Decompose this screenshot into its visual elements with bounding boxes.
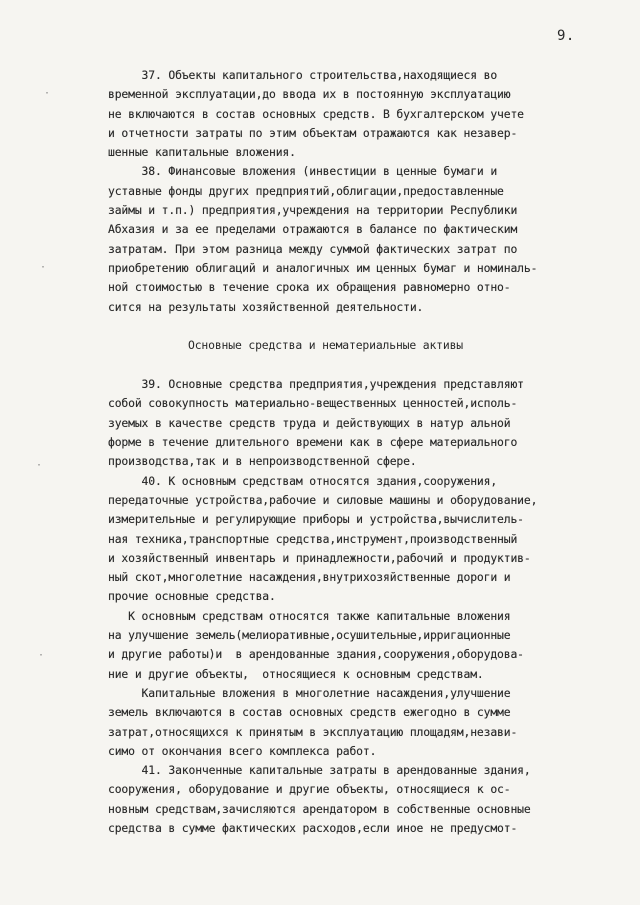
margin-mark: · — [36, 460, 43, 471]
text-line: и отчетности затраты по этим объектам отражаются как незавер- — [108, 125, 518, 140]
text-line: симо от окончания всего комплекса работ. — [108, 743, 377, 758]
paragraph — [108, 375, 613, 471]
text-line: новным средствам,зачисляются арендатором в собственные основные — [108, 801, 531, 816]
text-line: производства,так и в непроизводственной сфере. — [108, 454, 417, 469]
text-line: приобретению облигаций и аналогичных им ценных бумаг и номиналь- — [108, 260, 538, 275]
text-line: 39. Основные средства предприятия,учреждения представляют — [108, 377, 524, 392]
text-line: 41. Законченные капитальные затраты в арендованные здания, — [108, 763, 531, 778]
text-line: уставные фонды других предприятий,облигации,предоставленные — [108, 183, 504, 198]
margin-mark: · — [40, 262, 47, 273]
margin-mark: · — [38, 650, 45, 661]
paragraph — [108, 66, 613, 162]
text-line: земель включаются в состав основных средств ежегодно в сумме — [108, 705, 511, 720]
text-line: К основным средствам относятся также капитальные вложения — [108, 608, 511, 623]
text-line: форме в течение длительного времени как в сфере материального — [108, 435, 518, 450]
text-line: и хозяйственный инвентарь и принадлежности,рабочий и продуктив- — [108, 550, 531, 565]
text-line: займы и т.п.) предприятия,учреждения на территории Республики — [108, 203, 518, 218]
text-line: ние и другие объекты, относящиеся к основным средствам. — [108, 666, 484, 681]
document-body — [108, 66, 613, 838]
text-line: затратам. При этом разница между суммой фактических затрат по — [108, 241, 518, 256]
text-line: ная техника,транспортные средства,инструмент,производственный — [108, 531, 518, 546]
text-line: 37. Объекты капитального строительства,находящиеся во — [108, 68, 498, 82]
text-line: средства в сумме фактических расходов,если иное не предусмот- — [108, 820, 518, 835]
paragraph — [108, 162, 613, 316]
text-line: прочие основные средства. — [108, 589, 276, 604]
text-line: 40. К основным средствам относятся здания,сооружения, — [108, 473, 498, 488]
text-line: измерительные и регулирующие приборы и устройства,вычислитель- — [108, 512, 524, 527]
paragraph — [108, 472, 613, 607]
section-bottom — [108, 375, 613, 838]
text-line: Абхазия и за ее пределами отражаются в балансе по фактическим — [108, 222, 518, 237]
text-line: сится на результаты хозяйственной деятельности. — [108, 299, 424, 314]
text-line: ной стоимостью в течение срока их обращения равномерно отно- — [108, 280, 511, 295]
paragraph — [108, 684, 613, 761]
text-line: и другие работы)и в арендованные здания,сооружения,оборудова- — [108, 647, 524, 662]
page-number: 9. — [557, 28, 575, 44]
text-line: зуемых в качестве средств труда и действующих в натур альной — [108, 415, 511, 430]
text-line: собой совокупность материально-вещественных ценностей,исполь- — [108, 396, 518, 411]
text-line: шенные капитальные вложения. — [108, 145, 296, 160]
section-top — [108, 66, 613, 317]
paragraph — [108, 607, 613, 684]
text-line: передаточные устройства,рабочие и силовые машины и оборудование, — [108, 492, 538, 507]
text-line: ный скот,многолетние насаждения,внутрихозяйственные дороги и — [108, 570, 511, 585]
text-line: не включаются в состав основных средств. В бухгалтерском учете — [108, 106, 524, 121]
text-line: на улучшение земель(мелиоративные,осушительные,ирригационные — [108, 628, 511, 643]
section-heading: Основные средства и нематериальные активы — [188, 337, 464, 352]
text-line: временной эксплуатации,до ввода их в постоянную эксплуатацию — [108, 87, 511, 102]
margin-mark: · — [44, 88, 51, 99]
text-line: 38. Финансовые вложения (инвестиции в ценные бумаги и — [108, 164, 498, 179]
text-line: затрат,относящихся к принятым в эксплуатацию площадям,незави- — [108, 724, 518, 739]
text-line: сооружения, оборудование и другие объекты, относящиеся к ос- — [108, 782, 511, 797]
paragraph — [108, 761, 613, 838]
text-line: Капитальные вложения в многолетние насаждения,улучшение — [108, 685, 511, 700]
